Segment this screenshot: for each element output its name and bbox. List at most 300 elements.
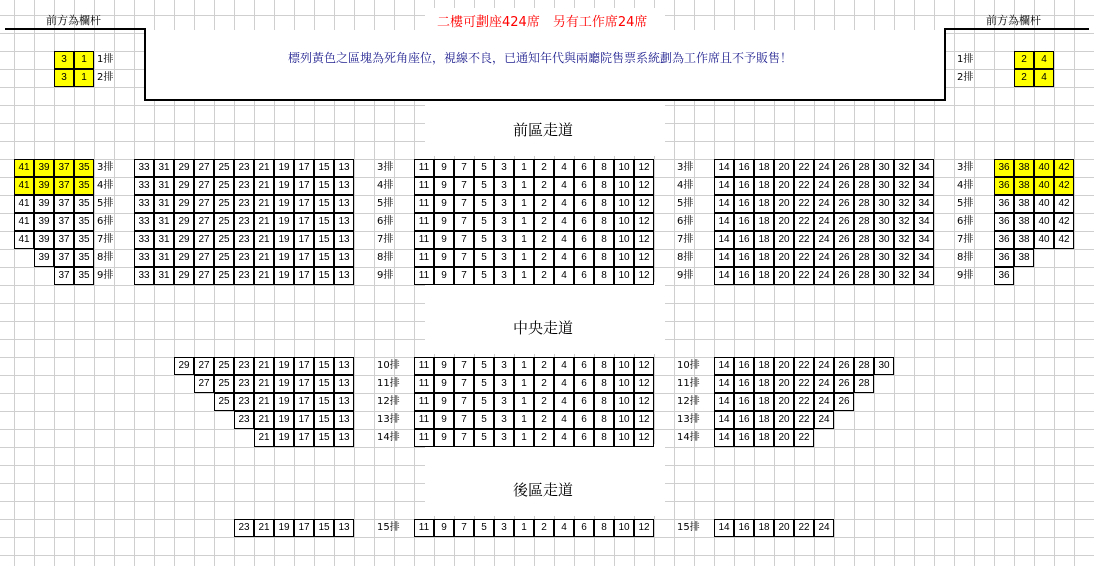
seat[interactable]: 20 xyxy=(774,231,794,249)
seat[interactable]: 4 xyxy=(554,267,574,285)
seat[interactable]: 26 xyxy=(834,159,854,177)
seat[interactable]: 14 xyxy=(714,519,734,537)
seat[interactable]: 20 xyxy=(774,357,794,375)
seat[interactable]: 23 xyxy=(234,393,254,411)
seat[interactable]: 32 xyxy=(894,249,914,267)
seat[interactable]: 25 xyxy=(214,375,234,393)
seat[interactable]: 23 xyxy=(234,519,254,537)
seat[interactable]: 16 xyxy=(734,357,754,375)
seat[interactable]: 20 xyxy=(774,429,794,447)
seat[interactable]: 25 xyxy=(214,231,234,249)
seat[interactable]: 17 xyxy=(294,177,314,195)
seat[interactable]: 22 xyxy=(794,411,814,429)
seat[interactable]: 41 xyxy=(14,195,34,213)
seat[interactable]: 22 xyxy=(794,267,814,285)
seat[interactable]: 20 xyxy=(774,213,794,231)
seat[interactable]: 13 xyxy=(334,249,354,267)
seat[interactable]: 17 xyxy=(294,213,314,231)
seat[interactable]: 23 xyxy=(234,159,254,177)
seat[interactable]: 11 xyxy=(414,357,434,375)
seat[interactable]: 9 xyxy=(434,177,454,195)
seat[interactable]: 27 xyxy=(194,267,214,285)
seat[interactable]: 30 xyxy=(874,357,894,375)
seat[interactable]: 8 xyxy=(594,213,614,231)
seat[interactable]: 20 xyxy=(774,267,794,285)
seat[interactable]: 2 xyxy=(534,393,554,411)
seat[interactable]: 7 xyxy=(454,249,474,267)
seat[interactable]: 26 xyxy=(834,231,854,249)
seat[interactable]: 30 xyxy=(874,267,894,285)
seat[interactable]: 5 xyxy=(474,231,494,249)
seat[interactable]: 15 xyxy=(314,231,334,249)
seat[interactable]: 35 xyxy=(74,177,94,195)
seat[interactable]: 27 xyxy=(194,231,214,249)
seat[interactable]: 21 xyxy=(254,429,274,447)
seat[interactable]: 16 xyxy=(734,393,754,411)
seat[interactable]: 37 xyxy=(54,159,74,177)
seat[interactable]: 23 xyxy=(234,231,254,249)
seat[interactable]: 23 xyxy=(234,375,254,393)
seat[interactable]: 19 xyxy=(274,375,294,393)
seat[interactable]: 21 xyxy=(254,393,274,411)
seat[interactable]: 26 xyxy=(834,393,854,411)
seat[interactable]: 1 xyxy=(514,177,534,195)
seat[interactable]: 12 xyxy=(634,159,654,177)
seat[interactable]: 36 xyxy=(994,159,1014,177)
seat[interactable]: 18 xyxy=(754,195,774,213)
seat[interactable]: 23 xyxy=(234,267,254,285)
seat[interactable]: 7 xyxy=(454,195,474,213)
seat[interactable]: 36 xyxy=(994,213,1014,231)
seat[interactable]: 17 xyxy=(294,267,314,285)
seat[interactable]: 21 xyxy=(254,375,274,393)
seat[interactable]: 28 xyxy=(854,195,874,213)
seat[interactable]: 34 xyxy=(914,231,934,249)
seat[interactable]: 2 xyxy=(534,159,554,177)
seat[interactable]: 5 xyxy=(474,519,494,537)
seat[interactable]: 40 xyxy=(1034,231,1054,249)
seat[interactable]: 18 xyxy=(754,429,774,447)
seat[interactable]: 3 xyxy=(494,411,514,429)
seat[interactable]: 38 xyxy=(1014,231,1034,249)
seat[interactable]: 1 xyxy=(514,213,534,231)
seat[interactable]: 25 xyxy=(214,357,234,375)
seat[interactable]: 4 xyxy=(554,159,574,177)
seat[interactable]: 7 xyxy=(454,231,474,249)
seat[interactable]: 28 xyxy=(854,213,874,231)
seat[interactable]: 31 xyxy=(154,177,174,195)
seat[interactable]: 35 xyxy=(74,195,94,213)
seat[interactable]: 5 xyxy=(474,411,494,429)
seat[interactable]: 20 xyxy=(774,411,794,429)
seat[interactable]: 8 xyxy=(594,375,614,393)
seat[interactable]: 20 xyxy=(774,519,794,537)
seat[interactable]: 35 xyxy=(74,213,94,231)
seat[interactable]: 15 xyxy=(314,159,334,177)
seat[interactable]: 30 xyxy=(874,159,894,177)
seat[interactable]: 4 xyxy=(554,393,574,411)
seat[interactable]: 33 xyxy=(134,249,154,267)
seat[interactable]: 36 xyxy=(994,177,1014,195)
seat[interactable]: 2 xyxy=(534,231,554,249)
seat[interactable]: 14 xyxy=(714,213,734,231)
seat[interactable]: 32 xyxy=(894,213,914,231)
seat[interactable]: 10 xyxy=(614,159,634,177)
seat[interactable]: 4 xyxy=(554,429,574,447)
seat[interactable]: 1 xyxy=(74,69,94,87)
seat[interactable]: 12 xyxy=(634,393,654,411)
seat[interactable]: 5 xyxy=(474,249,494,267)
seat[interactable]: 15 xyxy=(314,519,334,537)
seat[interactable]: 3 xyxy=(494,213,514,231)
seat[interactable]: 20 xyxy=(774,195,794,213)
seat[interactable]: 31 xyxy=(154,231,174,249)
seat[interactable]: 1 xyxy=(514,267,534,285)
seat[interactable]: 9 xyxy=(434,267,454,285)
seat[interactable]: 10 xyxy=(614,411,634,429)
seat[interactable]: 8 xyxy=(594,411,614,429)
seat[interactable]: 10 xyxy=(614,375,634,393)
seat[interactable]: 7 xyxy=(454,375,474,393)
seat[interactable]: 37 xyxy=(54,267,74,285)
seat[interactable]: 25 xyxy=(214,249,234,267)
seat[interactable]: 31 xyxy=(154,213,174,231)
seat[interactable]: 23 xyxy=(234,411,254,429)
seat[interactable]: 7 xyxy=(454,411,474,429)
seat[interactable]: 10 xyxy=(614,357,634,375)
seat[interactable]: 4 xyxy=(554,213,574,231)
seat[interactable]: 24 xyxy=(814,195,834,213)
seat[interactable]: 2 xyxy=(534,429,554,447)
seat[interactable]: 28 xyxy=(854,249,874,267)
seat[interactable]: 13 xyxy=(334,159,354,177)
seat[interactable]: 1 xyxy=(514,231,534,249)
seat[interactable]: 29 xyxy=(174,159,194,177)
seat[interactable]: 21 xyxy=(254,213,274,231)
seat[interactable]: 15 xyxy=(314,195,334,213)
seat[interactable]: 18 xyxy=(754,213,774,231)
seat[interactable]: 9 xyxy=(434,159,454,177)
seat[interactable]: 15 xyxy=(314,429,334,447)
seat[interactable]: 27 xyxy=(194,213,214,231)
seat[interactable]: 22 xyxy=(794,357,814,375)
seat[interactable]: 32 xyxy=(894,231,914,249)
seat[interactable]: 7 xyxy=(454,267,474,285)
seat[interactable]: 7 xyxy=(454,429,474,447)
seat[interactable]: 38 xyxy=(1014,159,1034,177)
seat[interactable]: 31 xyxy=(154,267,174,285)
seat[interactable]: 21 xyxy=(254,177,274,195)
seat[interactable]: 13 xyxy=(334,375,354,393)
seat[interactable]: 26 xyxy=(834,267,854,285)
seat[interactable]: 11 xyxy=(414,249,434,267)
seat[interactable]: 13 xyxy=(334,393,354,411)
seat[interactable]: 17 xyxy=(294,375,314,393)
seat[interactable]: 13 xyxy=(334,519,354,537)
seat[interactable]: 7 xyxy=(454,519,474,537)
seat[interactable]: 40 xyxy=(1034,195,1054,213)
seat[interactable]: 26 xyxy=(834,195,854,213)
seat[interactable]: 12 xyxy=(634,519,654,537)
seat[interactable]: 5 xyxy=(474,393,494,411)
seat[interactable]: 36 xyxy=(994,195,1014,213)
seat[interactable]: 23 xyxy=(234,195,254,213)
seat[interactable]: 6 xyxy=(574,159,594,177)
seat[interactable]: 21 xyxy=(254,411,274,429)
seat[interactable]: 16 xyxy=(734,411,754,429)
seat[interactable]: 24 xyxy=(814,213,834,231)
seat[interactable]: 33 xyxy=(134,213,154,231)
seat[interactable]: 8 xyxy=(594,429,614,447)
seat[interactable]: 28 xyxy=(854,177,874,195)
seat[interactable]: 13 xyxy=(334,357,354,375)
seat[interactable]: 23 xyxy=(234,249,254,267)
seat[interactable]: 10 xyxy=(614,429,634,447)
seat[interactable]: 36 xyxy=(994,249,1014,267)
seat[interactable]: 33 xyxy=(134,267,154,285)
seat[interactable]: 10 xyxy=(614,231,634,249)
seat[interactable]: 36 xyxy=(994,267,1014,285)
seat[interactable]: 7 xyxy=(454,159,474,177)
seat[interactable]: 3 xyxy=(494,375,514,393)
seat[interactable]: 4 xyxy=(554,195,574,213)
seat[interactable]: 24 xyxy=(814,159,834,177)
seat[interactable]: 37 xyxy=(54,177,74,195)
seat[interactable]: 2 xyxy=(534,213,554,231)
seat[interactable]: 22 xyxy=(794,195,814,213)
seat[interactable]: 12 xyxy=(634,267,654,285)
seat[interactable]: 2 xyxy=(534,177,554,195)
seat[interactable]: 8 xyxy=(594,357,614,375)
seat[interactable]: 37 xyxy=(54,231,74,249)
seat[interactable]: 29 xyxy=(174,249,194,267)
seat[interactable]: 39 xyxy=(34,231,54,249)
seat[interactable]: 12 xyxy=(634,195,654,213)
seat[interactable]: 31 xyxy=(154,195,174,213)
seat[interactable]: 22 xyxy=(794,213,814,231)
seat[interactable]: 10 xyxy=(614,267,634,285)
seat[interactable]: 26 xyxy=(834,213,854,231)
seat[interactable]: 16 xyxy=(734,267,754,285)
seat[interactable]: 22 xyxy=(794,519,814,537)
seat[interactable]: 27 xyxy=(194,357,214,375)
seat[interactable]: 25 xyxy=(214,393,234,411)
seat[interactable]: 40 xyxy=(1034,213,1054,231)
seat[interactable]: 1 xyxy=(514,411,534,429)
seat[interactable]: 29 xyxy=(174,177,194,195)
seat[interactable]: 10 xyxy=(614,249,634,267)
seat[interactable]: 19 xyxy=(274,411,294,429)
seat[interactable]: 1 xyxy=(514,375,534,393)
seat[interactable]: 19 xyxy=(274,393,294,411)
seat[interactable]: 29 xyxy=(174,213,194,231)
seat[interactable]: 26 xyxy=(834,249,854,267)
seat[interactable]: 22 xyxy=(794,231,814,249)
seat[interactable]: 39 xyxy=(34,159,54,177)
seat[interactable]: 8 xyxy=(594,159,614,177)
seat[interactable]: 22 xyxy=(794,249,814,267)
seat[interactable]: 11 xyxy=(414,429,434,447)
seat[interactable]: 4 xyxy=(1034,51,1054,69)
seat[interactable]: 11 xyxy=(414,267,434,285)
seat[interactable]: 3 xyxy=(494,159,514,177)
seat[interactable]: 28 xyxy=(854,159,874,177)
seat[interactable]: 40 xyxy=(1034,177,1054,195)
seat[interactable]: 3 xyxy=(54,69,74,87)
seat[interactable]: 15 xyxy=(314,357,334,375)
seat[interactable]: 32 xyxy=(894,267,914,285)
seat[interactable]: 5 xyxy=(474,177,494,195)
seat[interactable]: 1 xyxy=(514,159,534,177)
seat[interactable]: 8 xyxy=(594,177,614,195)
seat[interactable]: 23 xyxy=(234,357,254,375)
seat[interactable]: 25 xyxy=(214,159,234,177)
seat[interactable]: 13 xyxy=(334,195,354,213)
seat[interactable]: 23 xyxy=(234,213,254,231)
seat[interactable]: 24 xyxy=(814,249,834,267)
seat[interactable]: 19 xyxy=(274,429,294,447)
seat[interactable]: 6 xyxy=(574,357,594,375)
seat[interactable]: 5 xyxy=(474,159,494,177)
seat[interactable]: 17 xyxy=(294,357,314,375)
seat[interactable]: 25 xyxy=(214,267,234,285)
seat[interactable]: 40 xyxy=(1034,159,1054,177)
seat[interactable]: 32 xyxy=(894,195,914,213)
seat[interactable]: 4 xyxy=(554,357,574,375)
seat[interactable]: 9 xyxy=(434,231,454,249)
seat[interactable]: 31 xyxy=(154,249,174,267)
seat[interactable]: 18 xyxy=(754,177,774,195)
seat[interactable]: 14 xyxy=(714,231,734,249)
seat[interactable]: 27 xyxy=(194,177,214,195)
seat[interactable]: 41 xyxy=(14,177,34,195)
seat[interactable]: 32 xyxy=(894,177,914,195)
seat[interactable]: 18 xyxy=(754,231,774,249)
seat[interactable]: 13 xyxy=(334,267,354,285)
seat[interactable]: 21 xyxy=(254,267,274,285)
seat[interactable]: 4 xyxy=(554,249,574,267)
seat[interactable]: 12 xyxy=(634,375,654,393)
seat[interactable]: 41 xyxy=(14,213,34,231)
seat[interactable]: 24 xyxy=(814,231,834,249)
seat[interactable]: 10 xyxy=(614,519,634,537)
seat[interactable]: 6 xyxy=(574,393,594,411)
seat[interactable]: 22 xyxy=(794,177,814,195)
seat[interactable]: 1 xyxy=(514,393,534,411)
seat[interactable]: 4 xyxy=(554,231,574,249)
seat[interactable]: 34 xyxy=(914,213,934,231)
seat[interactable]: 32 xyxy=(894,159,914,177)
seat[interactable]: 16 xyxy=(734,213,754,231)
seat[interactable]: 6 xyxy=(574,519,594,537)
seat[interactable]: 21 xyxy=(254,159,274,177)
seat[interactable]: 14 xyxy=(714,177,734,195)
seat[interactable]: 6 xyxy=(574,249,594,267)
seat[interactable]: 15 xyxy=(314,375,334,393)
seat[interactable]: 24 xyxy=(814,393,834,411)
seat[interactable]: 37 xyxy=(54,249,74,267)
seat[interactable]: 41 xyxy=(14,159,34,177)
seat[interactable]: 1 xyxy=(514,195,534,213)
seat[interactable]: 16 xyxy=(734,195,754,213)
seat[interactable]: 19 xyxy=(274,519,294,537)
seat[interactable]: 9 xyxy=(434,429,454,447)
seat[interactable]: 26 xyxy=(834,357,854,375)
seat[interactable]: 17 xyxy=(294,411,314,429)
seat[interactable]: 30 xyxy=(874,177,894,195)
seat[interactable]: 11 xyxy=(414,177,434,195)
seat[interactable]: 28 xyxy=(854,267,874,285)
seat[interactable]: 42 xyxy=(1054,231,1074,249)
seat[interactable]: 33 xyxy=(134,195,154,213)
seat[interactable]: 4 xyxy=(554,375,574,393)
seat[interactable]: 1 xyxy=(514,357,534,375)
seat[interactable]: 22 xyxy=(794,429,814,447)
seat[interactable]: 17 xyxy=(294,519,314,537)
seat[interactable]: 3 xyxy=(494,519,514,537)
seat[interactable]: 33 xyxy=(134,177,154,195)
seat[interactable]: 14 xyxy=(714,393,734,411)
seat[interactable]: 16 xyxy=(734,375,754,393)
seat[interactable]: 11 xyxy=(414,411,434,429)
seat[interactable]: 19 xyxy=(274,213,294,231)
seat[interactable]: 8 xyxy=(594,249,614,267)
seat[interactable]: 8 xyxy=(594,393,614,411)
seat[interactable]: 35 xyxy=(74,231,94,249)
seat[interactable]: 11 xyxy=(414,375,434,393)
seat[interactable]: 13 xyxy=(334,213,354,231)
seat[interactable]: 18 xyxy=(754,519,774,537)
seat[interactable]: 19 xyxy=(274,249,294,267)
seat[interactable]: 39 xyxy=(34,213,54,231)
seat[interactable]: 18 xyxy=(754,357,774,375)
seat[interactable]: 25 xyxy=(214,177,234,195)
seat[interactable]: 34 xyxy=(914,195,934,213)
seat[interactable]: 12 xyxy=(634,177,654,195)
seat[interactable]: 6 xyxy=(574,267,594,285)
seat[interactable]: 39 xyxy=(34,195,54,213)
seat[interactable]: 3 xyxy=(494,393,514,411)
seat[interactable]: 15 xyxy=(314,249,334,267)
seat[interactable]: 29 xyxy=(174,231,194,249)
seat[interactable]: 37 xyxy=(54,213,74,231)
seat[interactable]: 17 xyxy=(294,393,314,411)
seat[interactable]: 35 xyxy=(74,249,94,267)
seat[interactable]: 9 xyxy=(434,393,454,411)
seat[interactable]: 34 xyxy=(914,249,934,267)
seat[interactable]: 17 xyxy=(294,249,314,267)
seat[interactable]: 7 xyxy=(454,357,474,375)
seat[interactable]: 27 xyxy=(194,375,214,393)
seat[interactable]: 27 xyxy=(194,159,214,177)
seat[interactable]: 29 xyxy=(174,195,194,213)
seat[interactable]: 26 xyxy=(834,375,854,393)
seat[interactable]: 22 xyxy=(794,393,814,411)
seat[interactable]: 25 xyxy=(214,213,234,231)
seat[interactable]: 27 xyxy=(194,195,214,213)
seat[interactable]: 9 xyxy=(434,375,454,393)
seat[interactable]: 30 xyxy=(874,231,894,249)
seat[interactable]: 12 xyxy=(634,411,654,429)
seat[interactable]: 5 xyxy=(474,429,494,447)
seat[interactable]: 6 xyxy=(574,177,594,195)
seat[interactable]: 41 xyxy=(14,231,34,249)
seat[interactable]: 15 xyxy=(314,177,334,195)
seat[interactable]: 15 xyxy=(314,213,334,231)
seat[interactable]: 38 xyxy=(1014,195,1034,213)
seat[interactable]: 24 xyxy=(814,411,834,429)
seat[interactable]: 20 xyxy=(774,375,794,393)
